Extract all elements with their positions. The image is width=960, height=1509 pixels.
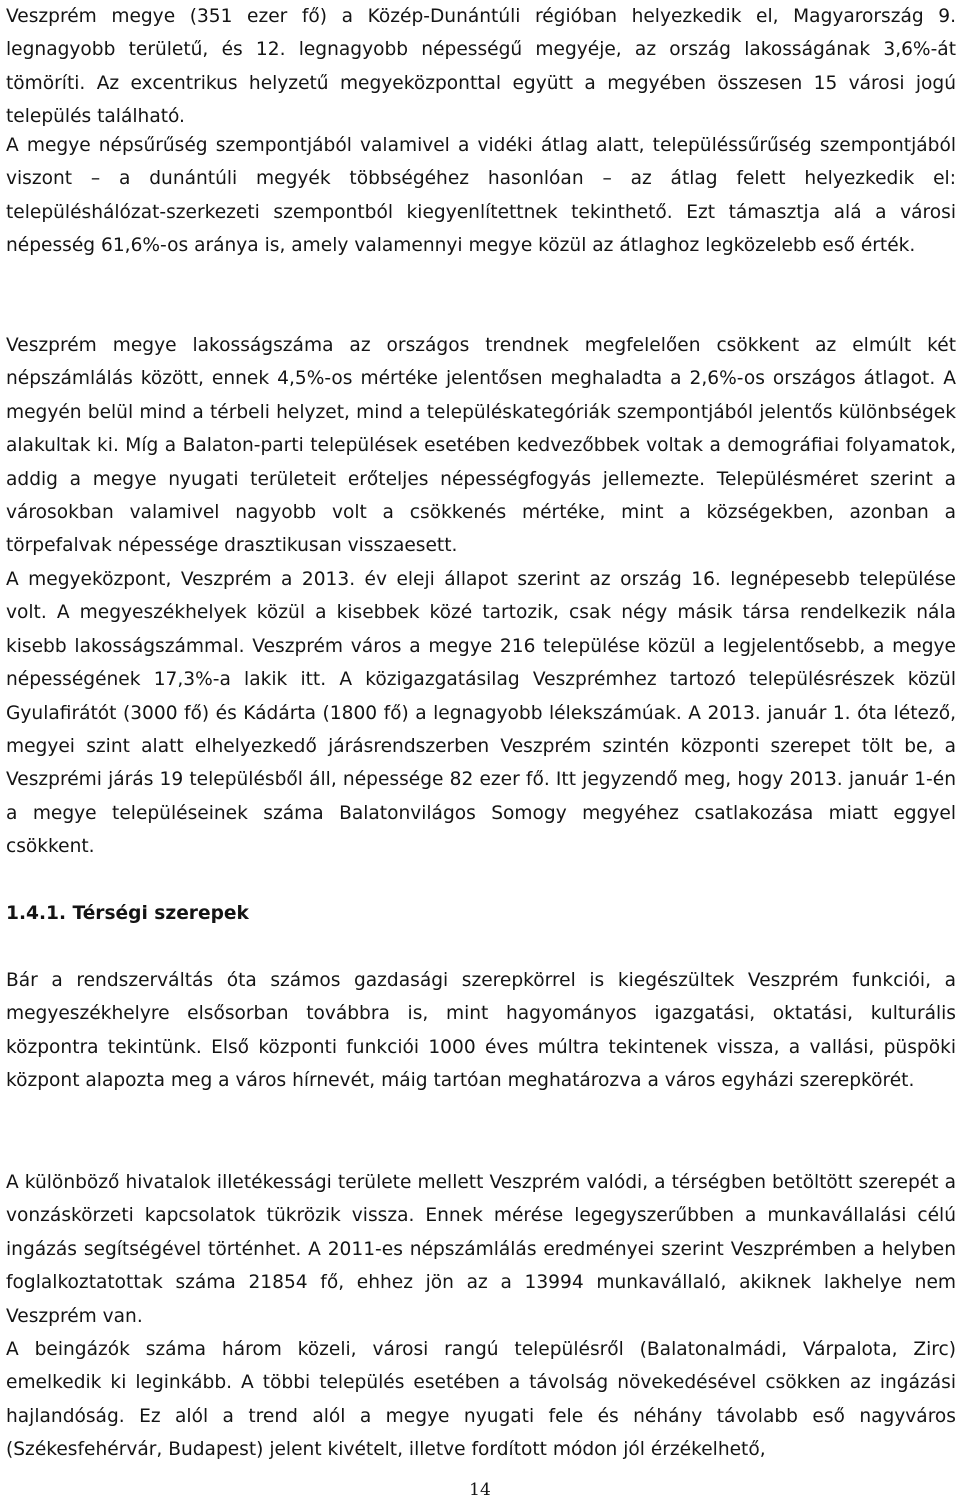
intro-paragraph: Veszprém megye (351 ezer fő) a Közép-Dunántúli régióban helyezkedik el, Magyarország 9. legnagyobb területű, és 12. legnagyobb népességű megyéje, az ország lakosságának 3,6%-át tömöríti. Az excentrikus helyzetű megyeközponttal együtt a megyében összesen 15 városi jogú település található. [6, 6, 956, 128]
density-paragraph: A megye népsűrűség szempontjából valamivel a vidéki átlag alatt, településsűrűség szempontjából viszont – a dunántúli megyék többségéhez hasonlóan – az átlag felett helyezkedik el: településhálózat-szerkezeti szempontból kiegyenlítettnek tekinthető. Ezt támasztja alá a városi népesség 61,6%-os aránya is, amely valamennyi megye közül az átlaghoz legközelebb eső érték. [6, 135, 956, 257]
population-paragraph: Veszprém megye lakosságszáma az országos trendnek megfelelően csökkent az elmúlt két népszámlálás között, ennek 4,5%-os mértéke jelentősen meghaladta a 2,6%-os országos átlagot. A megyén belül mind a térbeli helyzet, mind a településkategóriák szempontjából jelentős különbségek alakultak ki. Míg a Balaton-parti települések esetében kedvezőbbek voltak a demográfiai folyamatok, addig a megye nyugati területeit erőteljes népességfogyás jellemezte. Településméret szerint a városokban valamivel nagyobb volt a csökkenés mértéke, mint a községekben, azonban a törpefalvak népessége drasztikusan visszaesett. [6, 335, 956, 557]
section-heading: 1.4.1. Térségi szerepek [6, 903, 249, 924]
functions-paragraph: Bár a rendszerváltás óta számos gazdasági szerepkörrel is kiegészültek Veszprém funkciói, a megyeszékhelyre elsősorban továbbra is, mint hagyományos igazgatási, oktatási, kulturális központra tekintünk. Első központi funkciói 1000 éves múltra tekintenek vissza, a vallási, püspöki központ alapozta meg a város hírnevét, máig tartóan meghatározva a város egyházi szerepkörét. [6, 970, 956, 1092]
page-number: 14 [469, 1480, 491, 1500]
commuting-paragraph: A különböző hivatalok illetékessági területe mellett Veszprém valódi, a térségben betöltött szerepét a vonzáskörzeti kapcsolatok tükrözik vissza. Ennek mérése legegyszerűbben a munkavállalási célú ingázás segítségével történhet. A 2011-es népszámlálás eredményei szerint Veszprémben a helyben foglalkoztatottak száma 21854 fő, ehhez jön az a 13994 munkavállaló, akiknek lakhelye nem Veszprém van. [6, 1172, 956, 1327]
county-seat-paragraph: A megyeközpont, Veszprém a 2013. év eleji állapot szerint az ország 16. legnépesebb települése volt. A megyeszékhelyek közül a kisebbek közé tartozik, csak négy másik társa rendelkezik nála kisebb lakosságszámmal. Veszprém város a megye 216 települése közül a legjelentősebb, a megye népességének 17,3%-a lakik itt. A közigazgatásilag Veszprémhez tartozó településrészek közül Gyulafirátót (3000 fő) és Kádárta (1800 fő) a legnagyobb lélekszámúak. A 2013. január 1. óta létező, megyei szint alatt elhelyezkedő járásrendszerben Veszprém szintén központi szerepet tölt be, a Veszprémi járás 19 településből áll, népessége 82 ezer fő. Itt jegyzendő meg, hogy 2013. január 1-én a megye településeinek száma Balatonvilágos Somogy megyéhez csatlakozása miatt eggyel csökkent. [6, 569, 956, 858]
commuters-paragraph: A beingázók száma három közeli, városi rangú településről (Balatonalmádi, Várpalota, Zirc) emelkedik ki leginkább. A többi település esetében a távolság növekedésével csökken az ingázási hajlandóság. Ez alól a trend alól a megye nyugati fele és néhány távolabb eső nagyváros (Székesfehérvár, Budapest) jelent kivételt, illetve fordított módon jól érzékelhető, [6, 1339, 956, 1461]
